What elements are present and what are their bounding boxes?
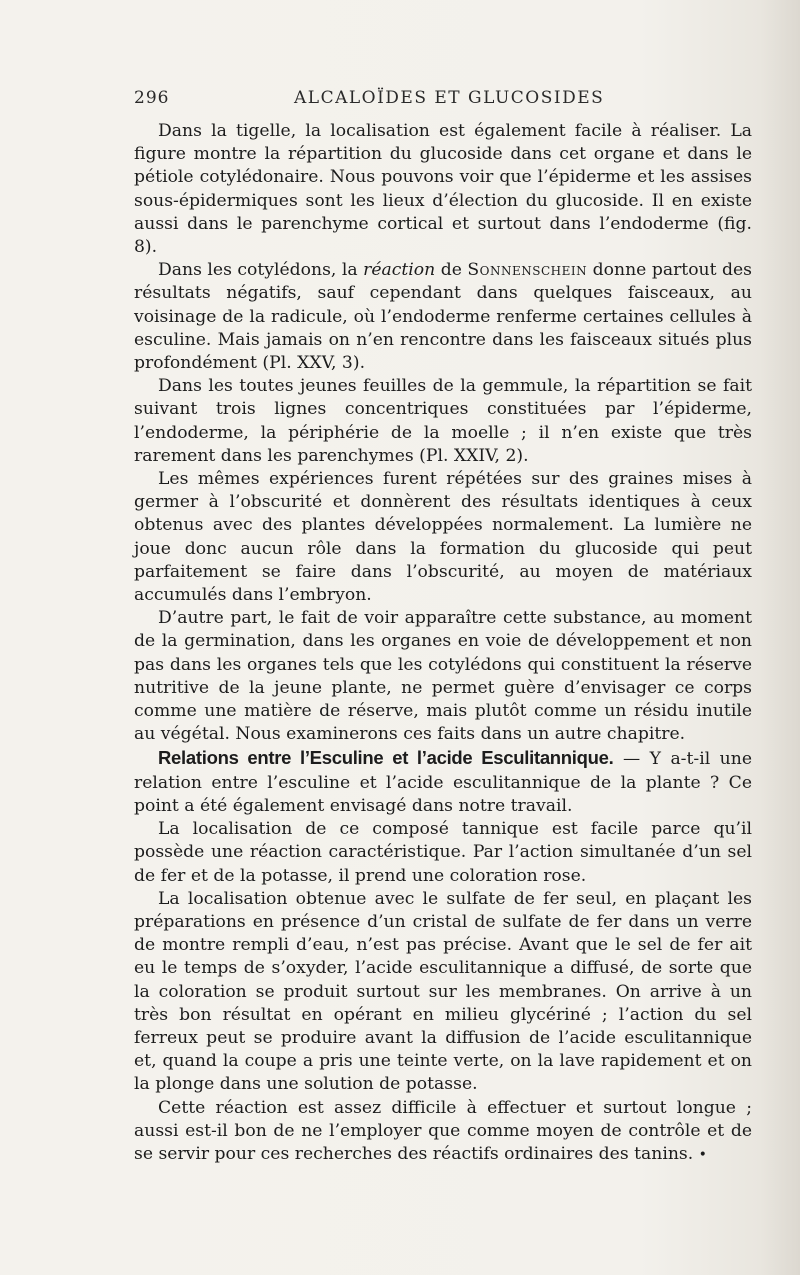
paragraph-cotyledons-part2: de <box>435 260 468 281</box>
paragraph-conclusion <box>134 1097 752 1168</box>
page-number: 296 <box>134 88 170 108</box>
paragraph-cotyledons-part3: donne partout des résultats négatifs, sauf cependant dans quelques faisceaux, au voisinage de la radicule, où l’endoderme renferme certaines cellules à esculine. Mais jamais on n’en rencontre dans les faisceaux situés plus profondément (Pl. XXV, 3). <box>134 260 753 374</box>
paragraph-sulfate: La localisation obtenue avec le sulfate de fer seul, en plaçant les préparations en présence d’un cristal de sulfate de fer dans un verre de montre rempli d’eau, n’est pas précise. Avant que le sel de fer ait eu le temps de s’oxyder, l’acide esculitannique a diffusé, de sorte que la coloration se produit surtout sur les membranes. On arrive à un très bon résultat en opérant en milieu glycériné ; l’action du sel ferreux peut se produire avant la diffusion de l’acide esculitannique et, quand la coupe a pris une teinte verte, on la lave rapidement et on la plonge dans une solution de potasse. <box>134 888 752 1095</box>
paragraph-relations <box>134 746 752 818</box>
body-text <box>134 120 752 1167</box>
paragraph-conclusion-text: Cette réaction est assez difficile à effectuer et surtout longue ; aussi est-il bon de ne l’employer que comme moyen de contrôle et de se servir pour ces recherches des réactifs ordinaires des tanins. <box>134 1097 752 1164</box>
paragraph-gemmule: Dans les toutes jeunes feuilles de la gemmule, la répartition se fait suivant trois lignes concentriques constituées par l’épiderme, l’endoderme, la périphérie de la moelle ; il n’en existe que très rarement dans les parenchymes (Pl. XXIV, 2). <box>134 376 752 466</box>
end-mark: • <box>698 1146 707 1163</box>
paragraph-cotyledons <box>134 259 752 375</box>
paragraph-relations-text: — Y a-t-il une relation entre l’esculine et l’acide esculitannique de la plante ? Ce point a été également envisagé dans notre travail. <box>134 749 752 816</box>
running-title: ALCALOÏDES ET GLUCOSIDES <box>294 88 605 108</box>
author-sonnenschein: Sonnenschein <box>467 260 588 281</box>
paragraph-localisation: La localisation de ce composé tannique est facile parce qu’il possède une réaction caractéristique. Par l’action simultanée d’un sel de fer et de la potasse, il prend une coloration rose. <box>134 819 752 886</box>
paragraph-tigelle: Dans la tigelle, la localisation est également facile à réaliser. La figure montre la répartition du glucoside dans cet organe et dans le pétiole cotylédonaire. Nous pouvons voir que l’épiderme et les assises sous-épidermiques sont les lieux d’élection du glucoside. Il en existe aussi dans le parenchyme cortical et surtout dans l’endoderme (fig. 8). <box>134 121 752 258</box>
paragraph-cotyledons-part1: Dans les cotylédons, la <box>158 260 364 281</box>
running-header <box>134 88 754 114</box>
paragraph-obscurite: Les mêmes expériences furent répétées sur des graines mises à germer à l’obscurité et donnèrent des résultats identiques à ceux obtenus avec des plantes développées normalement. La lumière ne joue donc aucun rôle dans la formation du glucoside qui peut parfaitement se faire dans l’obscurité, au moyen de matériaux accumulés dans l’embryon. <box>134 469 752 606</box>
section-heading: Relations entre l’Esculine et l’acide Esculitannique. <box>158 747 614 769</box>
paragraph-germination: D’autre part, le fait de voir apparaître cette substance, au moment de la germination, dans les organes en voie de développement et non pas dans les organes tels que les cotylédons qui constituent la réserve nutritive de la jeune plante, ne permet guère d’envisager ce corps comme une matière de réserve, mais plutôt comme un résidu inutile au végétal. Nous examinerons ces faits dans un autre chapitre. <box>134 608 752 745</box>
reaction-term: réaction <box>363 260 436 281</box>
